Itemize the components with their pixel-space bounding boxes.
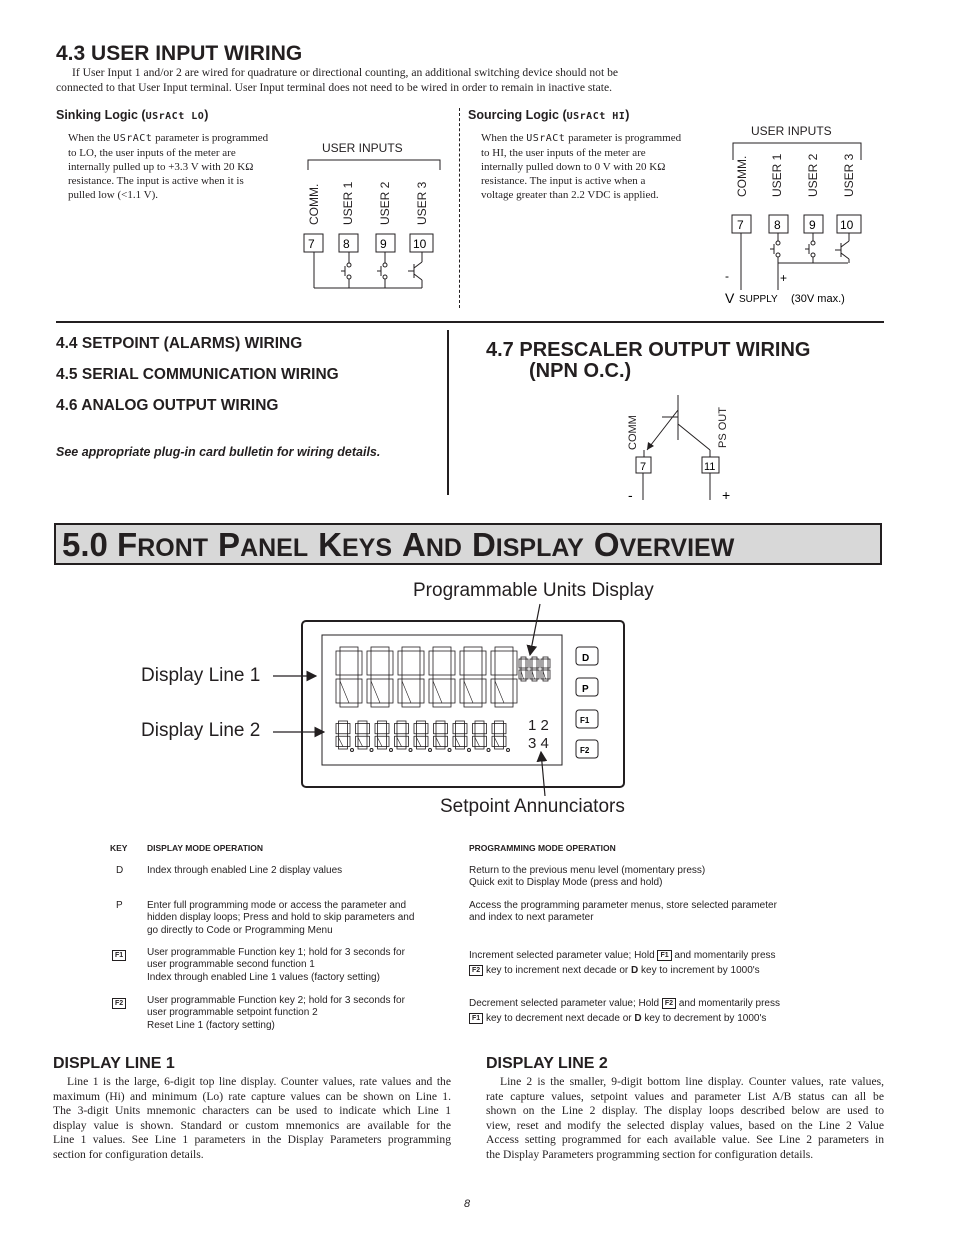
comm-label: COMM. [307,183,321,225]
f2-key-icon: F2 [112,998,126,1009]
cell-line: User programmable Function key 1; hold for 3 seconds for [147,947,405,958]
terminal-7: 7 [308,237,315,251]
sinking-heading-text: Sinking Logic ( [56,108,146,122]
cell-line: Return to the previous menu level (momentary press) [469,865,706,876]
key-f2-label: F2 [580,746,590,755]
programmable-units-label: Programmable Units Display [413,580,654,601]
key-p-button[interactable] [576,678,598,696]
key-d-label: D [582,653,590,664]
cell-line: F1 key to decrement next decade or D key to decrement by 1000's [469,1011,889,1026]
annunciators-3-4: 3 4 [528,735,549,752]
display-cell [147,947,457,984]
ps-out-label: PS OUT [717,407,729,448]
intro-line: connected to that User Input terminal. User Input terminal does not need to be wired in order to remain in inactive state. [56,80,613,94]
cell-line: go directly to Code or Programming Menu [147,924,333,936]
title-line: (NPN O.C.) [529,360,632,382]
prog-cell [469,900,869,925]
supply-label: SUPPLY [739,294,778,305]
terminal-9: 9 [380,237,387,251]
vertical-divider [447,330,449,495]
intro-line: If User Input 1 and/or 2 are wired for quadrature or directional counting, an additional switching device should not be [72,66,619,79]
display-cell [147,995,457,1032]
sinking-desc-line: resistance. The input is active when it is [68,175,244,187]
meter-front-panel [270,605,640,790]
cell-line: Enter full programming mode or access the parameter and [147,900,407,911]
section-divider [56,321,884,323]
cell-line: Increment selected parameter value; Hold F1 and momentarily press [469,950,776,961]
para-line: The 3-digit Units mnemonic characters can be used to indicate which Line 1 [53,1104,451,1118]
user1-label: USER 1 [341,181,355,225]
diagram-header: USER INPUTS [751,124,832,138]
prescaler-output-diagram [610,390,750,505]
user2-label: USER 2 [806,153,820,197]
col-display-header: DISPLAY MODE OPERATION [147,843,264,853]
comm-label: COMM. [735,155,749,197]
prog-cell [469,948,889,978]
banner-word: AND [402,526,462,563]
sourcing-desc-line: to HI, the user inputs of the meter are [481,147,646,159]
title-line: 4.7 PRESCALER OUTPUT WIRING [486,339,811,361]
display-line-1-label: Display Line 1 [141,665,261,686]
key-d-button[interactable] [576,647,598,665]
para-line: Line 2 is the smaller, 9-digit bottom line display. Counter values, rate values, [500,1075,884,1088]
f1-key-icon: F1 [657,950,671,961]
key-cell-p: P [116,900,123,911]
section-4-6-title: 4.6 ANALOG OUTPUT WIRING [56,397,279,414]
display-line-2-text [486,1075,884,1163]
sourcing-param: USrACt HI [566,111,626,122]
para-line: Line 1 values. See Line 1 parameters in the Display Parameters programming [53,1133,451,1147]
sinking-param: USrACt LO [145,111,205,122]
key-cell-d: D [116,865,124,876]
cell-line: Index through enabled Line 2 display values [147,865,343,876]
col-key-header: KEY [110,843,128,853]
terminal-11: 11 [704,461,716,473]
terminal-10: 10 [413,237,427,251]
sourcing-wiring-diagram [715,115,885,310]
cell-line: User programmable Function key 2; hold for 3 seconds for [147,995,405,1006]
minus-sign: - [628,487,633,503]
key-f2-button[interactable] [576,740,598,758]
user3-label: USER 3 [415,181,429,225]
sinking-logic-heading [56,108,208,122]
cell-line: Quick exit to Display Mode (press and hold) [469,877,663,889]
sourcing-heading-text: Sourcing Logic ( [468,108,567,122]
sinking-heading-end: ) [204,108,209,122]
cell-line: Decrement selected parameter value; Hold F2 and momentarily press [469,998,780,1009]
section-4-4-title: 4.4 SETPOINT (ALARMS) WIRING [56,335,303,352]
terminal-8: 8 [774,218,781,232]
key-p-label: P [582,684,589,695]
f2-key-icon: F2 [662,998,676,1009]
terminal-8: 8 [343,237,350,251]
cell-line: user programmable second function 1 [147,959,315,971]
banner-word: DISPLAY [471,526,584,563]
sinking-desc-line: to LO, the user inputs of the meter are [68,147,236,159]
cell-line: F2 key to increment next decade or D key to increment by 1000's [469,963,889,978]
banner-number: 5.0 [62,526,118,563]
f2-key-icon: F2 [469,965,483,976]
section-5-0-banner [54,523,882,565]
f1-key-icon: F1 [469,1013,483,1024]
setpoint-annunciators-label: Setpoint Annunciators [440,796,625,817]
cell-line: Access the programming parameter menus, store selected parameter [469,900,777,911]
key-cell-f1 [112,947,126,965]
cell-line: hidden display loops; Press and hold to skip parameters and [147,912,415,924]
max-voltage-label: (30V max.) [791,293,845,305]
sourcing-desc-line: resistance. The input is active when a [481,175,646,187]
para-line: rate capture values, setpoint values and parameter List A/B status can all be [486,1089,884,1103]
banner-word: KEYS [318,526,392,563]
cell-line: and index to next parameter [469,912,594,924]
banner-word: PANEL [218,526,309,563]
v-label: V [725,290,735,306]
display-cell [147,865,457,877]
section-4-3-title: 4.3 USER INPUT WIRING [56,42,303,65]
sourcing-heading-end: ) [625,108,630,122]
display-line-2-label: Display Line 2 [141,720,261,741]
plus-sign: + [780,271,788,285]
user3-label: USER 3 [842,153,856,197]
f1-key-icon: F1 [112,950,126,961]
key-cell-f2 [112,995,126,1013]
banner-word: FRONT [117,526,209,563]
para-line: maximum (Hi) and minimum (Lo) rate capture values can be shown on Line 1. [53,1089,451,1103]
sourcing-desc-line: voltage greater than 2.2 VDC is applied. [481,189,659,201]
prog-cell [469,996,889,1026]
display-line-2-heading: DISPLAY LINE 2 [486,1055,608,1072]
page-number: 8 [464,1198,471,1210]
sinking-wiring-diagram [290,130,460,305]
banner-words [117,526,744,563]
para-line: the Display Parameters programming section for configuration details. [486,1147,814,1161]
cell-line: user programmable setpoint function 2 [147,1007,318,1019]
banner-title [62,526,744,564]
para-line: view, reset and modify the selected display values, based on the Line 2 Value [486,1118,884,1132]
inline-param: USrACt [526,133,566,144]
display-line-1-heading: DISPLAY LINE 1 [53,1055,175,1072]
para-line: Line 1 is the large, 6-digit top line display. Counter values, rate values and the [67,1075,451,1088]
sourcing-description [481,131,711,202]
dashed-divider [459,108,460,308]
annunciators-1-2: 1 2 [528,717,549,734]
comm-label: COMM [627,415,639,450]
col-prog-header: PROGRAMMING MODE OPERATION [469,843,616,853]
sinking-description [68,131,288,202]
inline-param: USrACt [113,133,153,144]
section-4-5-title: 4.5 SERIAL COMMUNICATION WIRING [56,366,339,383]
para-line: Access setting programmed for each available value. See Line 2 parameters in [486,1133,884,1147]
display-cell [147,900,457,937]
terminal-7: 7 [737,218,744,232]
cell-line: Reset Line 1 (factory setting) [147,1019,275,1031]
sourcing-logic-heading [468,108,629,122]
banner-word: OVERVIEW [593,526,735,563]
plug-in-card-note: See appropriate plug-in card bulletin for wiring details. [56,445,381,459]
terminal-7: 7 [640,461,647,473]
minus-sign: - [725,269,729,283]
diagram-header: USER INPUTS [322,141,403,155]
sinking-desc-line: When the USrACt parameter is programmed [68,132,269,144]
key-f1-button[interactable] [576,710,598,728]
prog-cell [469,865,869,890]
user1-label: USER 1 [770,153,784,197]
para-line: shown on the Line 2 display. The display loops described below are used to [486,1104,884,1118]
terminal-10: 10 [840,218,854,232]
sourcing-desc-line: When the USrACt parameter is programmed [481,132,682,144]
para-line: section for configuration details. [53,1147,204,1161]
para-line: display value is shown. Standard or custom mnemonics are available for the [53,1118,451,1132]
sinking-desc-line: internally pulled up to +3.3 V with 20 KΩ [68,161,254,173]
cell-line: Index through enabled Line 1 values (factory setting) [147,971,380,983]
terminal-9: 9 [809,218,816,232]
section-4-7-title [486,340,810,382]
user2-label: USER 2 [378,181,392,225]
key-f1-label: F1 [580,716,590,725]
sourcing-desc-line: internally pulled down to 0 V with 20 KΩ [481,161,666,173]
sinking-desc-line: pulled low (<1.1 V). [68,189,159,201]
plus-sign: + [722,487,731,503]
display-line-1-text [53,1075,451,1163]
section-4-3-intro [56,66,696,95]
